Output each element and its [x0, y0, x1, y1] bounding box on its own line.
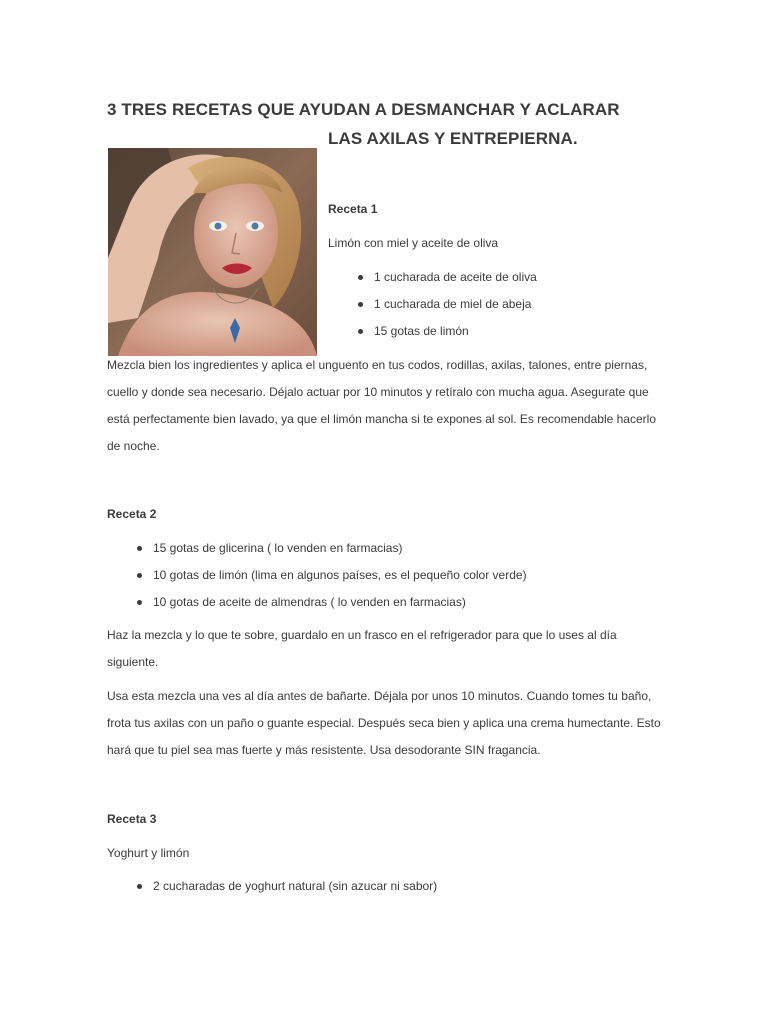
bullet-icon — [358, 329, 363, 334]
receta-1-ingredient-list — [358, 270, 537, 351]
paragraph-line: Usa esta mezcla una ves al día antes de bañarte. Déjala por unos 10 minutos. Cuando tomes tu baño, — [107, 689, 652, 703]
receta-2-paragraph-2 — [107, 683, 667, 764]
woman-photo — [108, 148, 317, 356]
paragraph-line: Mezcla bien los ingredientes y aplica el unguento en tus codos, rodillas, axilas, talones, entre piernas, — [107, 358, 648, 372]
list-item-text: 1 cucharada de aceite de oliva — [374, 270, 537, 284]
receta-2-paragraph-1 — [107, 622, 667, 676]
bullet-icon — [137, 573, 142, 578]
list-item-text: 10 gotas de limón (lima en algunos países, es el pequeño color verde) — [153, 568, 527, 582]
document-title-line-2: LAS AXILAS Y ENTREPIERNA. — [328, 129, 578, 148]
paragraph-line: frota tus axilas con un paño o guante especial. Después seca bien y aplica una crema humectante. Esto — [107, 716, 661, 730]
list-item — [358, 297, 537, 324]
paragraph-line: hará que tu piel sea mas fuerte y más resistente. Usa desodorante SIN fragancia. — [107, 743, 541, 757]
paragraph-line: está perfectamente bien lavado, ya que el limón mancha si te expones al sol. Es recomendable hacerlo — [107, 412, 656, 426]
receta-1-heading: Receta 1 — [328, 202, 378, 216]
bullet-icon — [358, 302, 363, 307]
paragraph-line: cuello y donde sea necesario. Déjalo actuar por 10 minutos y retíralo con mucha agua. Asegurate que — [107, 385, 649, 399]
list-item-text: 15 gotas de glicerina ( lo venden en farmacias) — [153, 541, 403, 555]
list-item — [358, 270, 537, 297]
paragraph-line: siguiente. — [107, 655, 159, 669]
bullet-icon — [137, 600, 142, 605]
receta-2-ingredient-list — [137, 541, 527, 622]
list-item-text: 10 gotas de aceite de almendras ( lo venden en farmacias) — [153, 595, 466, 609]
receta-1-subtitle: Limón con miel y aceite de oliva — [328, 236, 499, 250]
list-item-text: 2 cucharadas de yoghurt natural (sin azucar ni sabor) — [153, 879, 438, 893]
bullet-icon — [137, 546, 142, 551]
list-item — [137, 595, 527, 622]
bullet-icon — [358, 275, 363, 280]
paragraph-line: de noche. — [107, 439, 160, 453]
document-title-line-1: 3 TRES RECETAS QUE AYUDAN A DESMANCHAR Y ACLARAR — [107, 100, 620, 119]
list-item — [137, 568, 527, 595]
woman-photo-illustration — [108, 148, 317, 356]
receta-3-heading: Receta 3 — [107, 812, 157, 826]
list-item-text: 1 cucharada de miel de abeja — [374, 297, 532, 311]
receta-3-ingredient-list — [137, 879, 437, 906]
paragraph-line: Haz la mezcla y lo que te sobre, guardalo en un frasco en el refrigerador para que lo uses al día — [107, 628, 617, 642]
receta-2-heading: Receta 2 — [107, 507, 157, 521]
list-item — [137, 879, 437, 906]
bullet-icon — [137, 884, 142, 889]
receta-3-subtitle: Yoghurt y limón — [107, 846, 190, 860]
list-item-text: 15 gotas de limón — [374, 324, 469, 338]
list-item — [137, 541, 527, 568]
receta-1-paragraph — [107, 352, 667, 460]
list-item — [358, 324, 537, 351]
